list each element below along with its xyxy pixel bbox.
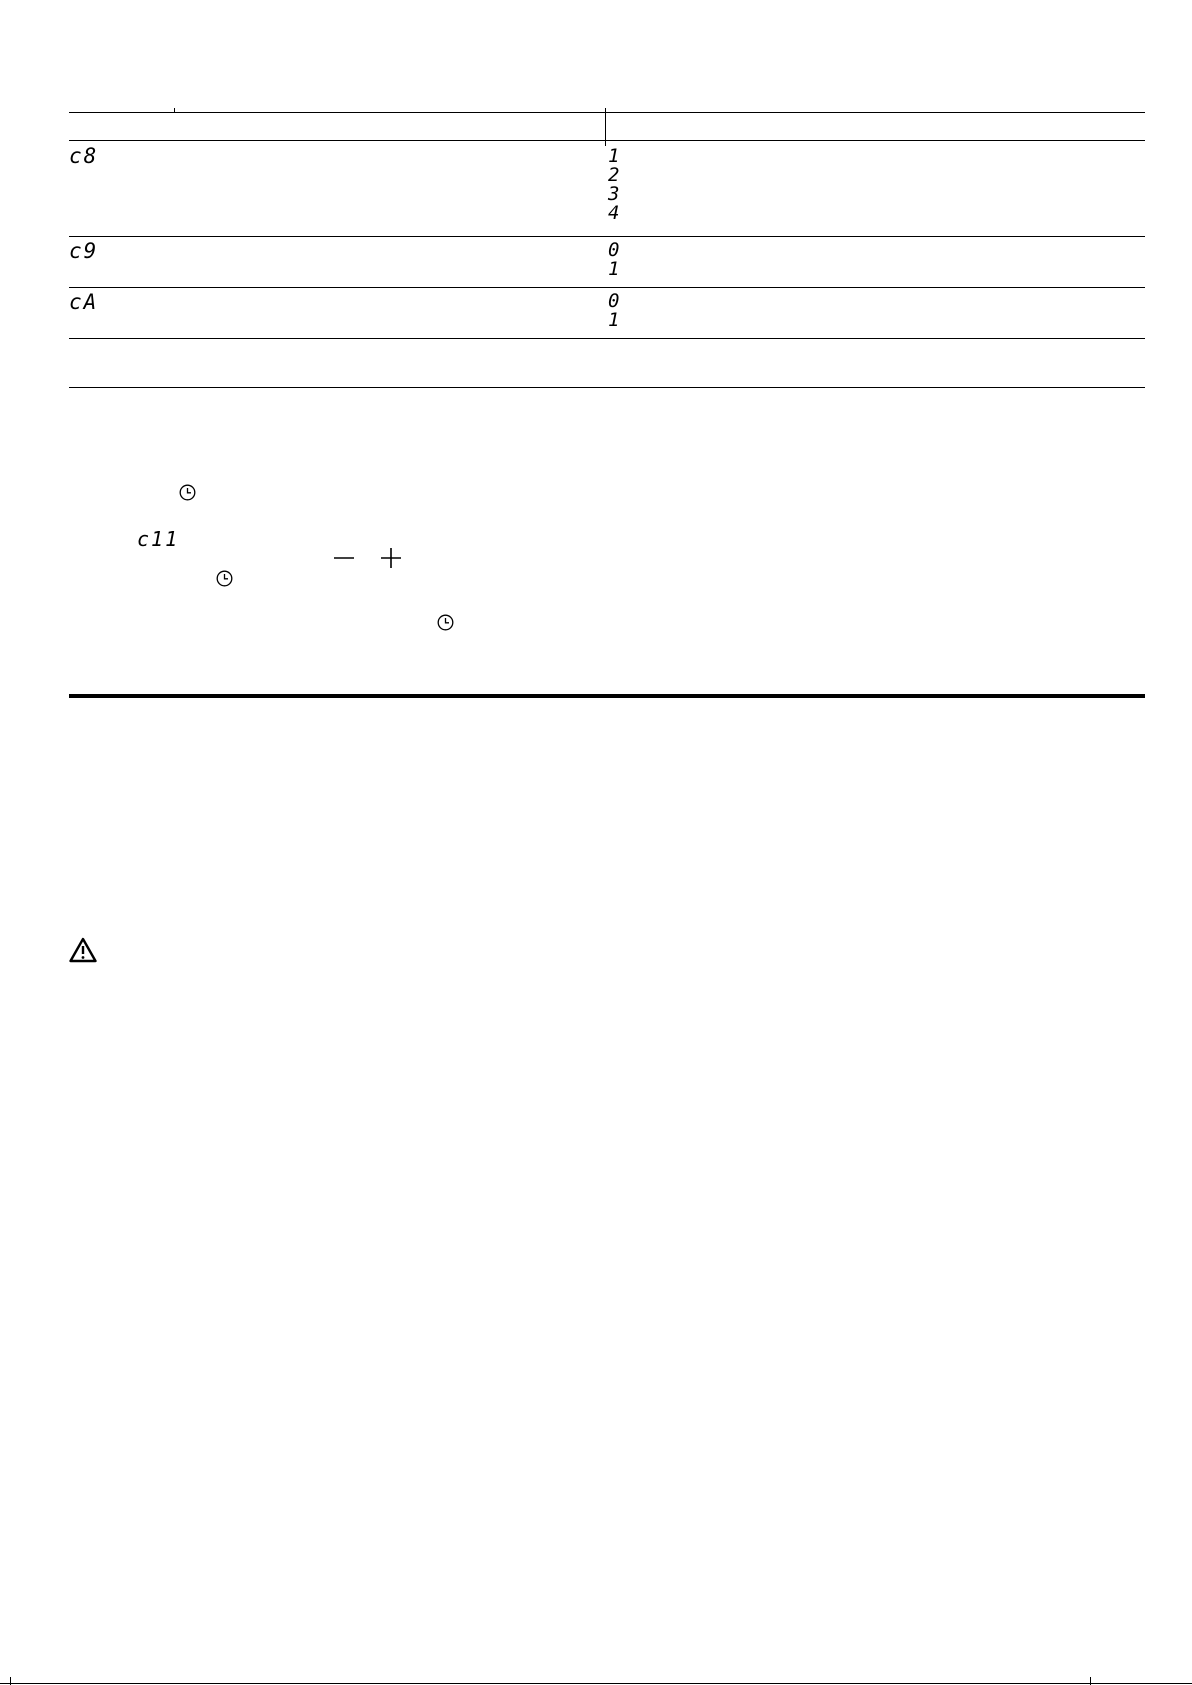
table-top-rule [69, 112, 1145, 113]
minus-icon [333, 547, 355, 569]
footer-rule [0, 1683, 1192, 1684]
setting-code-c8: c8 [69, 144, 99, 168]
setting-code-c11: c11 [137, 527, 180, 551]
value-1: 1 [608, 309, 622, 331]
value-1: 1 [608, 145, 622, 167]
clock-icon [437, 614, 454, 631]
row-rule [69, 338, 1145, 339]
footer-tick-right [1090, 1677, 1091, 1685]
value-0: 0 [608, 290, 622, 312]
clock-icon [216, 570, 233, 587]
setting-values-c9 [608, 241, 621, 279]
value-2: 2 [608, 164, 622, 186]
value-3: 3 [608, 183, 622, 205]
value-1: 1 [608, 258, 622, 280]
warning-triangle-icon [69, 937, 97, 963]
clock-icon [179, 484, 196, 501]
settings-table [69, 112, 1145, 392]
row-rule [69, 236, 1145, 237]
section-divider [69, 694, 1145, 698]
header-bottom-rule [69, 140, 1145, 141]
plus-icon [380, 547, 402, 569]
setting-code-cA: cA [69, 290, 99, 314]
header-divider-mid [605, 108, 606, 140]
row-rule [69, 287, 1145, 288]
row-divider [605, 140, 606, 146]
setting-values-c8 [608, 147, 621, 223]
value-4: 4 [608, 202, 622, 224]
value-0: 0 [608, 239, 622, 261]
setting-code-c9: c9 [69, 239, 99, 263]
table-bottom-rule [69, 387, 1145, 388]
setting-values-cA [608, 292, 621, 330]
header-divider-left [174, 108, 175, 113]
footer-tick-left [10, 1677, 11, 1685]
